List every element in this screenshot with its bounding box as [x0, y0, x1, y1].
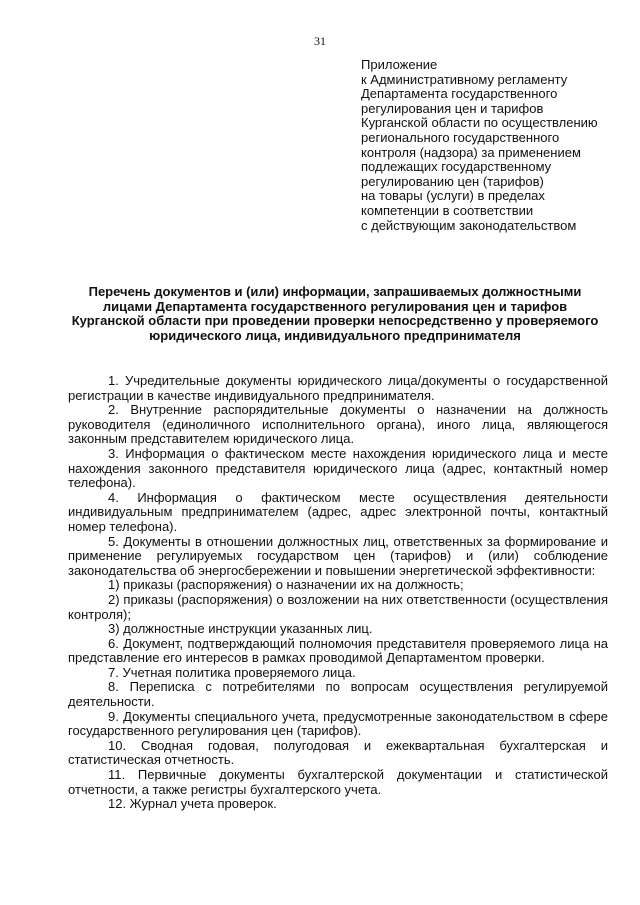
appendix-line: контроля (надзора) за применением: [361, 144, 581, 160]
appendix-line: на товары (услуги) в пределах: [361, 188, 545, 204]
document-list: [68, 374, 608, 812]
list-item: 10. Сводная годовая, полугодовая и ежеквартальная бухгалтерская и статистическая отчетность.: [68, 737, 608, 768]
appendix-line: регионального государственного: [361, 129, 560, 145]
appendix-line: с действующим законодательством: [361, 217, 577, 233]
list-item: 9. Документы специального учета, предусмотренные законодательством в сфере государственного регулирования цен (тарифов).: [68, 708, 608, 739]
appendix-line: регулированию цен (тарифов): [361, 173, 544, 189]
list-item: 1. Учредительные документы юридического лица/документы о государственной регистрации в качестве индивидуального предпринимателя.: [68, 373, 608, 403]
list-item: 2. Внутренние распорядительные документы о назначении на должность руководителя (единоличного исполнительного органа), иного лица, являющегося законным представителем юридического лица.: [68, 402, 608, 447]
list-subitem: 1) приказы (распоряжения) о назначении их на должность;: [108, 577, 464, 593]
appendix-line: Приложение: [361, 57, 438, 72]
list-item: 6. Документ, подтверждающий полномочия представителя проверяемого лица на представление его интересов в рамках проводимой Департаментом проверки.: [68, 635, 608, 666]
list-item: 3. Информация о фактическом месте нахождения юридического лица и месте нахождения законного представителя юридического лица (адрес, контактный номер телефона).: [68, 445, 608, 491]
appendix-line: к Административному регламенту: [361, 71, 568, 87]
appendix-line: подлежащих государственному: [361, 159, 552, 175]
list-item: 4. Информация о фактическом месте осуществления деятельности индивидуальным предпринимателем (адрес, адрес электронной почты, контактный номер телефона).: [68, 489, 608, 534]
title-line: лицами Департамента государственного регулирования цен и тарифов: [102, 298, 568, 314]
list-item: 7. Учетная политика проверяемого лица.: [108, 664, 356, 680]
list-item: 11. Первичные документы бухгалтерской документации и статистической отчетности, а также регистры бухгалтерского учета.: [68, 767, 608, 797]
page-number: 31: [314, 34, 326, 48]
appendix-line: регулирования цен и тарифов: [361, 100, 544, 116]
appendix-line: Департамента государственного: [361, 86, 558, 102]
list-item: 8. Переписка с потребителями по вопросам осуществления регулируемой деятельности.: [68, 679, 608, 710]
title-line: юридического лица, индивидуального предпринимателя: [149, 327, 521, 343]
list-subitem: 2) приказы (распоряжения) о возложении на них ответственности (осуществления контроля);: [68, 591, 608, 622]
list-item: 12. Журнал учета проверок.: [108, 796, 277, 812]
list-item: 5. Документы в отношении должностных лиц, ответственных за формирование и применение регулируемых государством цен (тарифов) и (или) соблюдение законодательства об энергосбережении и повышении энергетической эффективности:: [68, 533, 608, 578]
document-title: [62, 285, 608, 343]
title-line: Перечень документов и (или) информации, запрашиваемых должностными: [88, 284, 582, 299]
appendix-line: компетенции в соответствии: [361, 202, 534, 218]
title-line: Курганской области при проведении проверки непосредственно у проверяемого: [71, 313, 599, 329]
list-subitem: 3) должностные инструкции указанных лиц.: [108, 621, 373, 637]
appendix-note: [361, 58, 621, 233]
appendix-line: Курганской области по осуществлению: [361, 115, 598, 131]
